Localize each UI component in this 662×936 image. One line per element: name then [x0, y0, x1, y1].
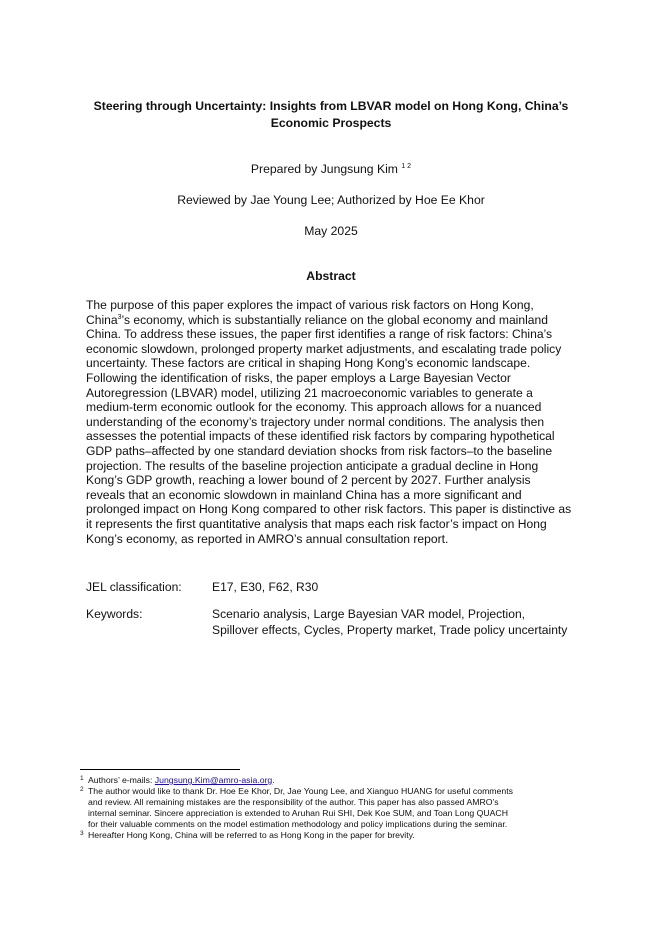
abstract-line: it represents the first quantitative analysis that maps each risk factor’s impact on Hong	[86, 516, 547, 531]
abstract-line: Autoregression (LBVAR) model, utilizing 21 macroeconomic variables to generate a	[86, 385, 533, 400]
abstract-line-part: China	[86, 312, 118, 327]
abstract-line: uncertainty. These factors are critical in shaping Hong Kong's economic landscape.	[86, 356, 531, 371]
footnote-1-prefix: Authors’ e-mails:	[88, 775, 155, 785]
footnote-number: 2	[80, 786, 84, 793]
paper-title	[86, 98, 576, 132]
footnote-1	[80, 775, 590, 786]
abstract-line: GDP paths–affected by one standard deviation shocks from risk factors–to the baseline	[86, 443, 553, 458]
author-email-link[interactable]: Jungsung.Kim@amro-asia.org	[154, 775, 273, 785]
keywords-line-2: Spillover effects, Cycles, Property market, Trade policy uncertainty	[212, 623, 568, 637]
prepared-by	[86, 161, 576, 177]
title-line-2: Economic Prospects	[270, 116, 392, 130]
abstract-line	[86, 313, 578, 328]
reviewed-by: Reviewed by Jae Young Lee; Authorized by Hoe Ee Khor	[177, 193, 485, 207]
footnote-number: 1	[80, 775, 84, 782]
footnote-text: for their valuable comments on the model estimation methodology and policy implications during the seminar.	[88, 819, 508, 829]
abstract-line: projection. The results of the baseline projection anticipate a gradual decline in Hong	[86, 458, 539, 473]
abstract-line-part: ’s economy, which is substantially reliance on the global economy and mainland	[121, 312, 548, 327]
footnote-3	[80, 830, 590, 841]
abstract-line: understanding of the economy’s trajectory under normal conditions. The analysis then	[86, 414, 545, 429]
footnote-1-suffix: .	[272, 775, 275, 785]
abstract-line: economic slowdown, prolonged property market adjustments, and escalating trade policy	[86, 341, 562, 356]
abstract-line: The purpose of this paper explores the impact of various risk factors on Hong Kong,	[86, 298, 534, 312]
abstract-body	[86, 298, 578, 546]
abstract-footnote-mark[interactable]: 3	[117, 313, 122, 321]
abstract-line: China. To address these issues, the paper first identifies a range of risk factors: China’s	[86, 327, 553, 342]
footnote-text: Hereafter Hong Kong, China will be referred to as Hong Kong in the paper for brevity.	[88, 830, 415, 840]
abstract-heading: Abstract	[306, 269, 356, 283]
abstract-line: medium-term economic outlook for the economy. This approach allows for a nuanced	[86, 400, 542, 415]
abstract-line: reveals that an economic slowdown in mainland China has a more significant and	[86, 487, 522, 502]
jel-label: JEL classification:	[86, 580, 182, 594]
keywords-value	[212, 606, 567, 638]
footnote-text	[88, 775, 590, 786]
prepared-by-footnote-marks[interactable]: 1 2	[401, 163, 412, 170]
publication-date: May 2025	[304, 224, 358, 238]
abstract-line: Kong’s GDP growth, reaching a lower bound of 2 percent by 2027. Further analysis	[86, 473, 531, 488]
footnote-number: 3	[80, 830, 84, 837]
footnote-text: internal seminar. Sincere appreciation is extended to Aruhan Rui SHI, Dek Koe SUM, and Toan Long QUACH	[88, 808, 508, 818]
footnote-2	[80, 786, 590, 830]
footnotes	[80, 775, 590, 841]
footnote-divider	[80, 769, 240, 770]
abstract-line: prolonged impact on Hong Kong compared to other risk factors. This paper is distinctive as	[86, 502, 572, 517]
footnote-text: and review. All remaining mistakes are the responsibility of the author. This paper has also passed AMRO’s	[88, 797, 499, 807]
keywords-line-1: Scenario analysis, Large Bayesian VAR model, Projection,	[212, 607, 526, 621]
prepared-by-text: Prepared by Jungsung Kim	[250, 162, 398, 176]
footnote-text: The author would like to thank Dr. Hoe Ee Khor, Dr, Jae Young Lee, and Xianguo HUANG for useful comments	[88, 786, 513, 796]
abstract-line: Kong’s economy, as reported in AMRO’s annual consultation report.	[86, 531, 449, 546]
jel-value: E17, E30, F62, R30	[212, 580, 319, 594]
title-line-1: Steering through Uncertainty: Insights from LBVAR model on Hong Kong, China’s	[93, 99, 569, 113]
abstract-line: assesses the potential impacts of these identified risk factors by comparing hypothetical	[86, 429, 555, 444]
keywords-label: Keywords:	[86, 607, 143, 621]
abstract-line: Following the identification of risks, the paper employs a Large Bayesian Vector	[86, 370, 511, 385]
